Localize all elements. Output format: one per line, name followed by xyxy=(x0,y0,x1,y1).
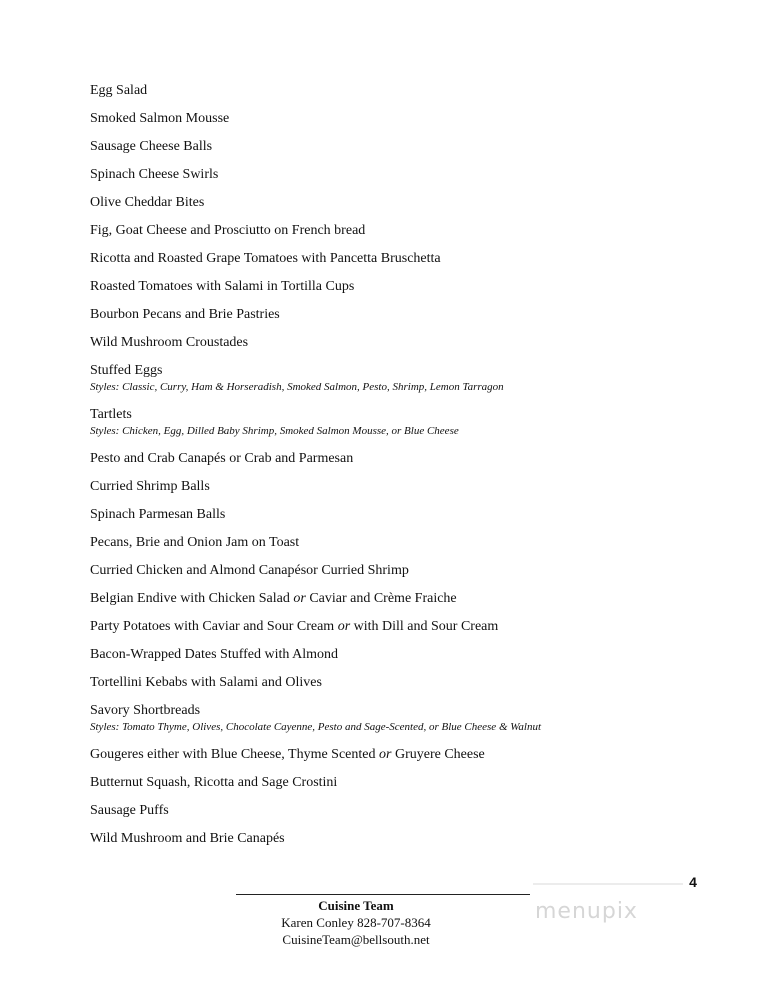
footer xyxy=(236,897,476,948)
item-title: Ricotta and Roasted Grape Tomatoes with Pancetta Bruschetta xyxy=(90,251,441,266)
item-title: Egg Salad xyxy=(90,83,148,98)
list-item xyxy=(90,109,730,137)
item-title: Bourbon Pecans and Brie Pastries xyxy=(90,307,280,322)
item-title: Butternut Squash, Ricotta and Sage Crostini xyxy=(90,775,338,790)
list-item xyxy=(90,533,730,561)
item-title: Sausage Puffs xyxy=(90,803,169,818)
list-item xyxy=(90,645,730,673)
item-title: Pecans, Brie and Onion Jam on Toast xyxy=(90,535,300,550)
item-title: Savory Shortbreads xyxy=(90,703,201,718)
list-item xyxy=(90,333,730,361)
item-title-part: Party Potatoes with Caviar and Sour Cream xyxy=(90,619,338,634)
item-conjunction: or xyxy=(293,591,306,606)
item-title-part: Caviar and Crème Fraiche xyxy=(305,591,457,606)
list-item xyxy=(90,361,730,405)
item-styles: Styles: Tomato Thyme, Olives, Chocolate Cayenne, Pesto and Sage-Scented, or Blue Cheese & Walnut xyxy=(90,721,542,733)
list-item xyxy=(90,477,730,505)
footer-email: CuisineTeam@bellsouth.net xyxy=(282,932,430,947)
item-title xyxy=(90,745,730,765)
list-item xyxy=(90,193,730,221)
footer-divider xyxy=(236,894,530,895)
list-item xyxy=(90,829,730,857)
list-item xyxy=(90,249,730,277)
menu-list xyxy=(90,81,730,857)
item-styles: Styles: Classic, Curry, Ham & Horseradish, Smoked Salmon, Pesto, Shrimp, Lemon Tarragon xyxy=(90,381,504,393)
item-title: Spinach Cheese Swirls xyxy=(90,167,219,182)
item-title: Curried Shrimp Balls xyxy=(90,479,210,494)
item-title xyxy=(90,589,730,609)
list-item xyxy=(90,165,730,193)
list-item xyxy=(90,773,730,801)
watermark-logo: menupix xyxy=(535,899,638,924)
item-title-part: with Dill and Sour Cream xyxy=(350,619,499,634)
list-item xyxy=(90,305,730,333)
item-title: Pesto and Crab Canapés or Crab and Parmesan xyxy=(90,451,354,466)
item-title: Wild Mushroom and Brie Canapés xyxy=(90,831,285,846)
item-title: Olive Cheddar Bites xyxy=(90,195,205,210)
item-title: Tartlets xyxy=(90,407,132,422)
list-item xyxy=(90,801,730,829)
item-title-part: Gruyere Cheese xyxy=(391,747,485,762)
item-title: Fig, Goat Cheese and Prosciutto on French bread xyxy=(90,223,366,238)
item-conjunction: or xyxy=(337,619,351,634)
item-title: Wild Mushroom Croustades xyxy=(90,335,249,350)
list-item xyxy=(90,617,730,645)
item-title: Sausage Cheese Balls xyxy=(90,139,213,154)
list-item xyxy=(90,81,730,109)
item-title: Smoked Salmon Mousse xyxy=(90,111,230,126)
list-item xyxy=(90,505,730,533)
item-title: Roasted Tomatoes with Salami in Tortilla Cups xyxy=(90,279,355,294)
footer-team-name: Cuisine Team xyxy=(318,898,394,913)
list-item xyxy=(90,561,730,589)
list-item xyxy=(90,277,730,305)
item-title-part: Belgian Endive with Chicken Salad xyxy=(90,591,294,606)
item-title: Spinach Parmesan Balls xyxy=(90,507,226,522)
list-item xyxy=(90,137,730,165)
list-item xyxy=(90,405,730,449)
list-item xyxy=(90,221,730,249)
list-item xyxy=(90,673,730,701)
item-title-part: Gougeres either with Blue Cheese, Thyme Scented xyxy=(90,747,379,762)
item-title: Stuffed Eggs xyxy=(90,363,163,378)
list-item xyxy=(90,449,730,477)
item-styles: Styles: Chicken, Egg, Dilled Baby Shrimp, Smoked Salmon Mousse, or Blue Cheese xyxy=(90,425,459,437)
page-number: 4 xyxy=(689,874,697,890)
footer-divider-fade xyxy=(533,883,683,885)
item-conjunction: or xyxy=(379,747,392,762)
item-title: Curried Chicken and Almond Canapésor Curried Shrimp xyxy=(90,563,409,578)
item-title xyxy=(90,617,730,637)
list-item xyxy=(90,701,730,745)
list-item xyxy=(90,745,730,773)
list-item xyxy=(90,589,730,617)
item-title: Tortellini Kebabs with Salami and Olives xyxy=(90,675,322,690)
footer-contact: Karen Conley 828-707-8364 xyxy=(281,915,431,930)
item-title: Bacon-Wrapped Dates Stuffed with Almond xyxy=(90,647,339,662)
